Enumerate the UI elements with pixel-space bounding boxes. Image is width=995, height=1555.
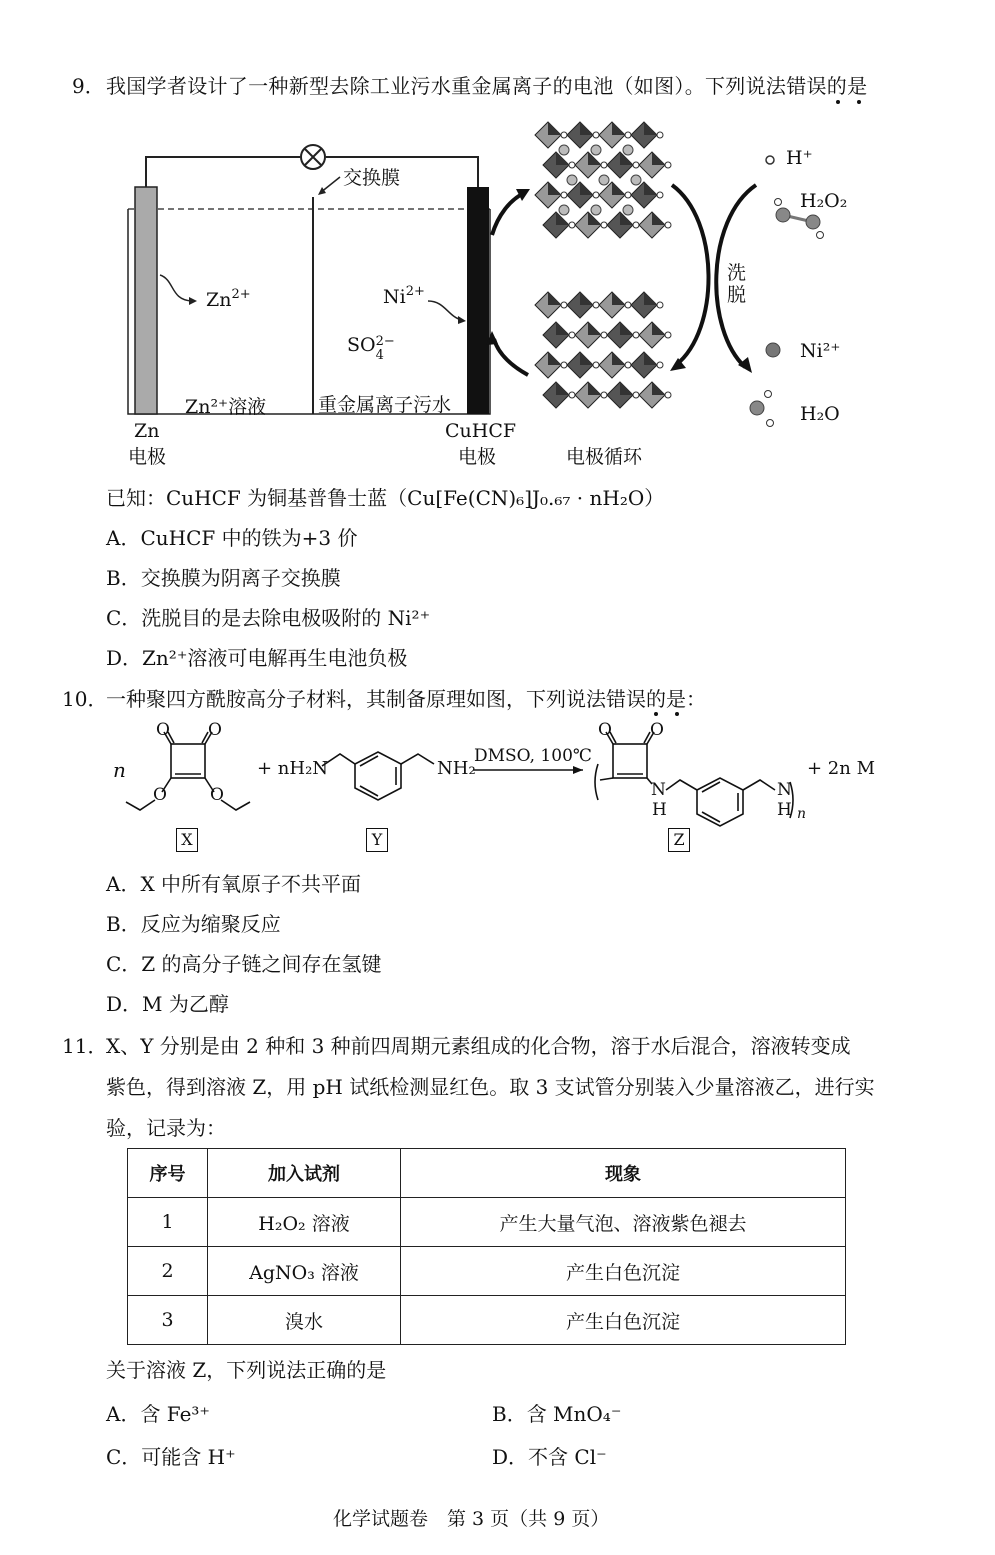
adsorbed-ion: [567, 175, 577, 185]
q9-option-a: A．CuHCF 中的铁为+3 价: [106, 526, 358, 550]
scheme-nh-n: N: [651, 780, 666, 800]
lattice-face: [556, 382, 569, 395]
q10-option-b: B．反应为缩聚反应: [106, 912, 281, 936]
membrane-label: 交换膜: [343, 167, 401, 189]
lattice-face: [644, 292, 657, 305]
q10-option-d: D．M 为乙醇: [106, 992, 229, 1016]
table-cell: H₂O₂ 溶液: [208, 1198, 401, 1247]
lattice-node: [561, 362, 567, 368]
scheme-y-amine-end: NH₂: [437, 758, 476, 779]
q10-option-c: C．Z 的高分子链之间存在氢键: [106, 952, 382, 976]
lattice-face: [580, 292, 593, 305]
lattice-node: [625, 192, 631, 198]
lattice-node: [625, 302, 631, 308]
legend-h2o: H₂O: [800, 403, 840, 425]
scheme-o-label: O: [208, 720, 222, 740]
scheme-n-prefix: n: [113, 758, 126, 782]
q9-option-d: D．Zn²⁺溶液可电解再生电池负极: [106, 646, 408, 670]
adsorbed-ion: [591, 145, 601, 155]
q11-number: 11．: [62, 1034, 108, 1058]
lattice-node: [569, 162, 575, 168]
lattice-node: [593, 302, 599, 308]
page-footer: 化学试题卷 第 3 页（共 9 页）: [333, 1508, 610, 1530]
q9-known: 已知：CuHCF 为铜基普鲁士蓝（Cu[Fe(CN)₆]J₀.₆₇ · nH₂O）: [106, 486, 665, 510]
scheme-nh-h: H: [652, 800, 667, 820]
lattice-face: [652, 382, 665, 395]
adsorbed-ion: [591, 205, 601, 215]
legend-ni-ion: Ni²⁺: [800, 340, 841, 362]
lattice-face: [588, 382, 601, 395]
lattice-node: [561, 132, 567, 138]
lattice-node: [601, 222, 607, 228]
label-box-y: Y: [366, 828, 388, 852]
q10-option-a: A．X 中所有氧原子不共平面: [106, 872, 362, 896]
table-header-row: [128, 1149, 846, 1198]
elution-label: 洗脱: [727, 262, 747, 306]
wastewater-label: 重金属离子污水: [318, 394, 452, 416]
adsorbed-ion: [631, 175, 641, 185]
lattice-node: [593, 132, 599, 138]
emphasis-dot: [857, 100, 861, 104]
scheme-o-label: O: [650, 720, 664, 740]
lattice-node: [601, 162, 607, 168]
lattice-node: [657, 132, 663, 138]
reaction-scheme: [0, 720, 995, 840]
lattice-node: [657, 302, 663, 308]
legend-h2o2: H₂O₂: [800, 190, 848, 212]
lattice-node: [665, 162, 671, 168]
lattice-node: [657, 192, 663, 198]
experiment-table: [127, 1148, 846, 1345]
lattice-node: [593, 362, 599, 368]
lattice-top: [535, 122, 671, 238]
q9-option-b: B．交换膜为阴离子交换膜: [106, 566, 341, 590]
lattice-node: [665, 332, 671, 338]
zn-electrode-label: Zn: [134, 420, 160, 442]
lattice-node: [625, 362, 631, 368]
lattice-face: [580, 352, 593, 365]
scheme-repeat-n: n: [797, 806, 807, 822]
adsorbed-ion: [559, 205, 569, 215]
lattice-face: [548, 352, 561, 365]
table-cell: 1: [128, 1198, 208, 1247]
table-cell: 产生白色沉淀: [401, 1247, 846, 1296]
lattice-face: [548, 292, 561, 305]
q9-option-c: C．洗脱目的是去除电极吸附的 Ni²⁺: [106, 606, 431, 630]
h-ion-icon: [766, 156, 774, 164]
label-box-x: X: [176, 828, 198, 852]
adsorbed-ion: [559, 145, 569, 155]
lattice-node: [601, 392, 607, 398]
lattice-face: [620, 322, 633, 335]
table-cell: 溴水: [208, 1296, 401, 1345]
scheme-y-amine: + nH₂N: [257, 758, 329, 779]
table-header: 序号: [128, 1149, 208, 1198]
zn-ion-label: $Zn^{2+}$: [206, 287, 251, 311]
emphasis-dot: [654, 712, 658, 716]
lattice-face: [612, 352, 625, 365]
emphasis-dot: [836, 100, 840, 104]
ni-ion-icon: [766, 343, 780, 357]
lattice-node: [561, 192, 567, 198]
scheme-condition: DMSO, 100℃: [474, 746, 592, 766]
q11-option-c: C．可能含 H⁺: [106, 1445, 236, 1469]
scheme-o-label: O: [210, 785, 224, 805]
lattice-face: [652, 322, 665, 335]
q11-stem-line3: 验，记录为：: [106, 1116, 226, 1140]
lattice-node: [665, 222, 671, 228]
lamp-icon: [301, 145, 325, 169]
table-cell: 2: [128, 1247, 208, 1296]
lattice-face: [556, 322, 569, 335]
table-cell: 3: [128, 1296, 208, 1345]
scheme-nh-n-2: N: [777, 780, 792, 800]
table-row: [128, 1247, 846, 1296]
lattice-node: [569, 332, 575, 338]
lattice-node: [593, 192, 599, 198]
q10-stem: 一种聚四方酰胺高分子材料，其制备原理如图，下列说法错误的是：: [106, 687, 706, 711]
h2o-molecule-icon: [750, 391, 774, 427]
ni-ion-label: $Ni^{2+}$: [383, 284, 425, 308]
lattice-face: [620, 382, 633, 395]
lattice-node: [657, 362, 663, 368]
adsorbed-ion: [623, 205, 633, 215]
table-cell: 产生白色沉淀: [401, 1296, 846, 1345]
lattice-node: [569, 222, 575, 228]
zn-electrode-label-2: 电极: [128, 446, 167, 468]
q9-number: 9．: [72, 74, 105, 98]
q10-number: 10．: [62, 687, 108, 711]
scheme-o-label: O: [153, 785, 167, 805]
q11-question: 关于溶液 Z，下列说法正确的是: [106, 1358, 387, 1382]
lattice-face: [644, 352, 657, 365]
table-header: 现象: [401, 1149, 846, 1198]
lattice-node: [569, 392, 575, 398]
scheme-o-label: O: [598, 720, 612, 740]
table-header: 加入试剂: [208, 1149, 401, 1198]
table-row: [128, 1198, 846, 1247]
lattice-face: [588, 322, 601, 335]
lattice-node: [601, 332, 607, 338]
adsorbed-ion: [599, 175, 609, 185]
scheme-byproduct: + 2n M: [807, 758, 876, 779]
lattice-face: [612, 292, 625, 305]
lattice-node: [633, 222, 639, 228]
emphasis-dot: [675, 712, 679, 716]
q11-option-b: B．含 MnO₄⁻: [492, 1402, 622, 1426]
lattice-bottom: [535, 292, 671, 408]
table-cell: 产生大量气泡、溶液紫色褪去: [401, 1198, 846, 1247]
lattice-node: [625, 132, 631, 138]
q11-option-a: A．含 Fe³⁺: [106, 1402, 210, 1426]
zn-solution-label: Zn²⁺溶液: [185, 396, 267, 418]
table-row: [128, 1296, 846, 1345]
lattice-node: [561, 302, 567, 308]
scheme-o-label: O: [156, 720, 170, 740]
cuhcf-electrode: [467, 187, 489, 414]
legend-h-ion: H⁺: [786, 147, 813, 169]
q11-option-d: D．不含 Cl⁻: [492, 1445, 607, 1469]
electrode-cycle-label: 电极循环: [566, 446, 643, 468]
q11-stem-line1: X、Y 分别是由 2 种和 3 种前四周期元素组成的化合物，溶于水后混合，溶液转变成: [106, 1034, 851, 1058]
adsorbed-ion: [623, 145, 633, 155]
scheme-nh-h-2: H: [777, 800, 792, 820]
lattice-node: [665, 392, 671, 398]
zn-electrode: [135, 187, 157, 414]
q9-stem: 我国学者设计了一种新型去除工业污水重金属离子的电池（如图）。下列说法错误的是: [106, 74, 868, 98]
cuhcf-electrode-label-2: 电极: [458, 446, 497, 468]
q11-stem-line2: 紫色，得到溶液 Z，用 pH 试纸检测显红色。取 3 支试管分别装入少量溶液乙，进行实: [106, 1075, 875, 1099]
lattice-node: [633, 332, 639, 338]
table-cell: AgNO₃ 溶液: [208, 1247, 401, 1296]
lattice-node: [633, 392, 639, 398]
sulfate-label: SO 2− 4: [347, 334, 395, 363]
label-box-z: Z: [668, 828, 690, 852]
lattice-node: [633, 162, 639, 168]
cuhcf-electrode-label: CuHCF: [445, 420, 517, 442]
